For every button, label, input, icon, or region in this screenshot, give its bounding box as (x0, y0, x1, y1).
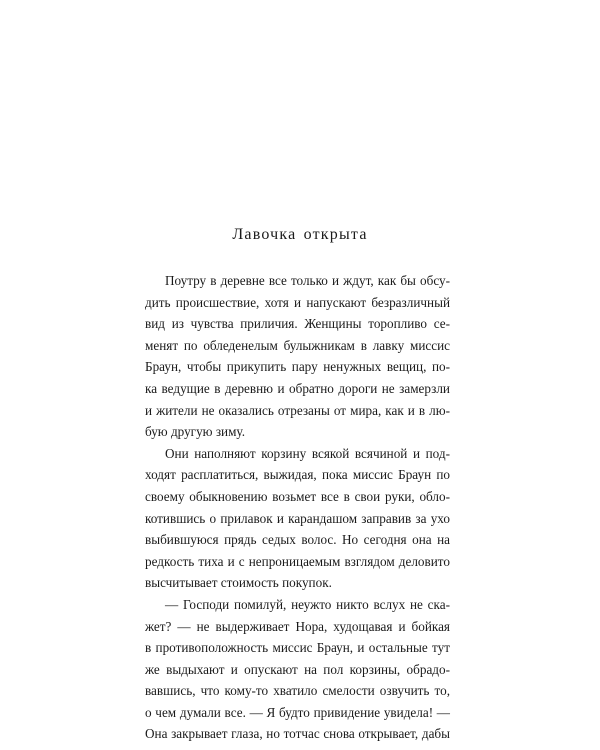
chapter-body (145, 270, 450, 745)
text-line: своему обыкновению возьмет все в свои руки, обло- (145, 488, 450, 504)
text-line: выбившуюся прядь седых волос. Но сегодня она на (145, 532, 450, 548)
text-line: Поутру в деревне все только и ждут, как бы обсу- (165, 273, 450, 288)
text-line: Браун, чтобы прикупить пару ненужных вещиц, по- (145, 359, 450, 375)
text-line: в противоположность миссис Браун, и остальные тут (145, 640, 450, 656)
text-line: же выдыхают и опускают на пол корзины, обрадо- (145, 661, 450, 677)
text-line: высчитывает стоимость покупок. (145, 575, 332, 591)
text-line: ходят расплатиться, выжидая, пока миссис Браун по (145, 467, 450, 483)
text-line: — Господи помилуй, неужто никто вслух не ска- (165, 596, 450, 612)
text-line: редкость тиха и с непроницаемым взглядом деловито (145, 553, 450, 569)
text-line: бую другую зиму. (145, 424, 246, 440)
text-line: Они наполняют корзину всякой всячиной и под- (165, 445, 450, 461)
text-line: вавшись, что кому-то хватило смелости озвучить то, (145, 683, 450, 699)
text-line: ка ведущие в деревню и обратно дороги не замерзли (145, 380, 450, 396)
text-line: вид из чувства приличия. Женщины торопливо се- (145, 316, 450, 332)
text-line: жет? — не выдерживает Нора, худощавая и бойкая (145, 618, 450, 634)
text-line: дить происшествие, хотя и напускают безразличный (145, 294, 450, 310)
text-line: менят по обледенелым булыжникам в лавку миссис (145, 337, 450, 353)
text-line: Она закрывает глаза, но тотчас снова открывает, дабы (145, 726, 450, 742)
text-line: и жители не оказались отрезаны от мира, как и в лю- (145, 402, 450, 418)
chapter-title: Лавочка открыта (232, 226, 368, 243)
text-line: котившись о прилавок и карандашом заправив за ухо (145, 510, 450, 526)
text-line: о чем думали все. — Я будто привидение увидела! — (145, 704, 450, 720)
